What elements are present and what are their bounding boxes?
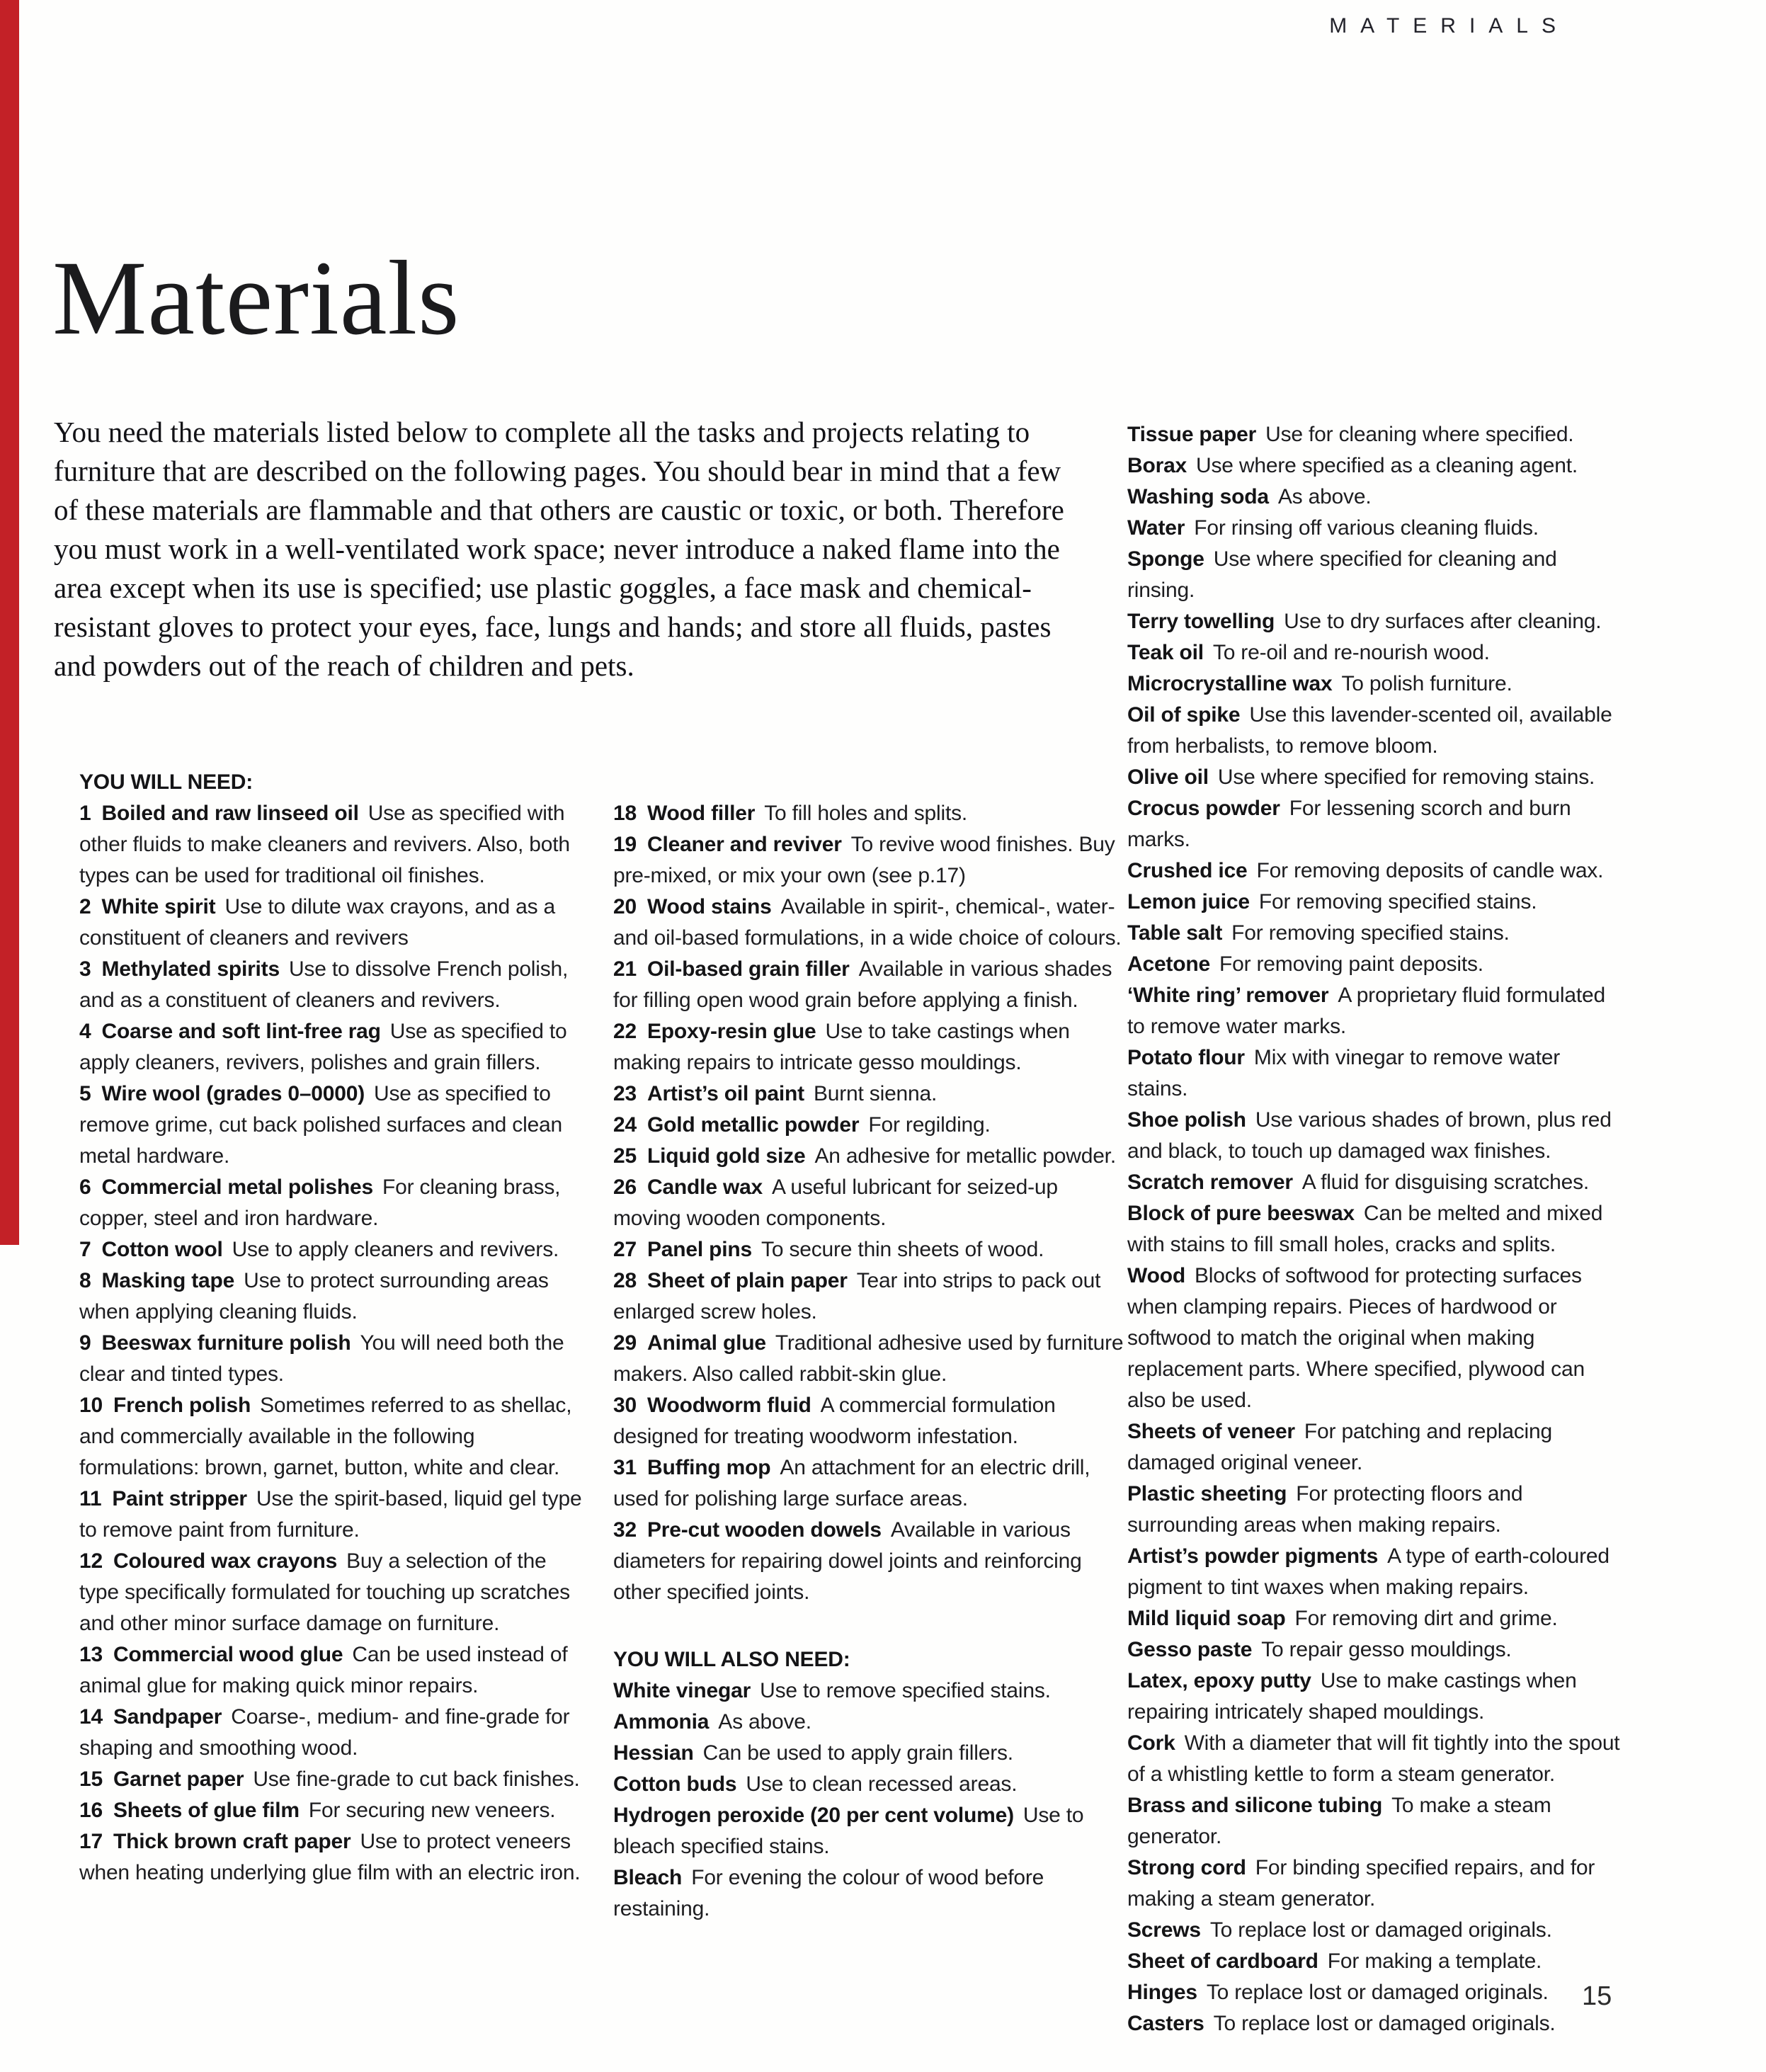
item-description: Available in spirit-, chemical-, water- and oil-based formulations, in a wide choice of colours. [613,895,1122,950]
item-term: Sandpaper [113,1705,222,1729]
item-number: 21 [613,957,637,981]
item-description: For securing new veneers. [308,1799,556,1822]
list-item [79,892,589,954]
item-number: 31 [613,1456,637,1479]
list-item [1127,1634,1623,1666]
item-description: Use this lavender-scented oil, available from herbalists, to remove bloom. [1127,703,1612,758]
page-title: Materials [52,239,460,357]
item-term: Microcrystalline wax [1127,672,1333,695]
item-description: Use to clean recessed areas. [746,1772,1018,1796]
item-number: 32 [613,1518,637,1542]
item-term: Washing soda [1127,485,1269,508]
item-description: An attachment for an electric drill, used for polishing large surface areas. [613,1456,1090,1510]
item-description: For removing specified stains. [1231,921,1510,945]
item-description: For evening the colour of wood before restaining. [613,1866,1044,1920]
list-item [613,1265,1127,1328]
item-description: Buy a selection of the type specifically formulated for touching up scratches and other minor surface damage on furniture. [79,1549,570,1635]
list-item [613,829,1127,892]
item-term: Boiled and raw linseed oil [101,802,359,825]
item-term: Artist’s oil paint [646,1082,804,1105]
item-description: Use as specified to apply cleaners, revivers, polishes and grain fillers. [79,1020,567,1074]
item-description: Can be used instead of animal glue for making quick minor repairs. [79,1643,568,1697]
item-description: Use fine-grade to cut back finishes. [253,1768,580,1791]
item-description: With a diameter that will fit tightly into the spout of a whistling kettle to form a steam generator. [1127,1731,1620,1786]
list-item [1127,513,1623,544]
column-you-will-need [79,767,589,1889]
list-item [79,1702,589,1764]
list-item [1127,980,1623,1042]
item-description: For lessening scorch and burn marks. [1127,797,1571,851]
list-item [1127,1042,1623,1105]
item-term: White vinegar [613,1679,751,1702]
item-term: Crocus powder [1127,797,1280,820]
item-description: To make a steam generator. [1127,1794,1551,1848]
item-description: Blocks of softwood for protecting surfaces when clamping repairs. Pieces of hardwood or softwood to match the original when making replacement parts. Where specified, plywood can also be used. [1127,1264,1585,1412]
item-description: Use various shades of brown, plus red and black, to touch up damaged wax finishes. [1127,1108,1612,1163]
item-description: For patching and replacing damaged original veneer. [1127,1420,1552,1474]
item-term: Olive oil [1127,765,1209,789]
item-term: Mild liquid soap [1127,1607,1286,1630]
item-term: Cork [1127,1731,1175,1755]
item-term: Gold metallic powder [646,1113,860,1137]
item-term: White spirit [101,895,216,918]
item-description: Mix with vinegar to remove water stains. [1127,1046,1561,1100]
item-description: As above. [718,1710,811,1734]
list-item [613,1016,1127,1078]
item-term: Terry towelling [1127,610,1275,633]
item-description: To replace lost or damaged originals. [1206,1981,1549,2004]
item-term: Artist’s powder pigments [1127,1544,1379,1568]
item-term: Coloured wax crayons [113,1549,338,1573]
item-number: 8 [79,1269,91,1292]
list-item [1127,762,1623,793]
item-description: A fluid for disguising scratches. [1301,1171,1590,1194]
item-term: Commercial metal polishes [101,1176,373,1199]
item-term: Crushed ice [1127,859,1248,882]
item-description: Use for cleaning where specified. [1265,423,1574,446]
item-term: Sponge [1127,547,1204,571]
item-term: Sheets of glue film [113,1799,300,1822]
item-description: A useful lubricant for seized-up moving wooden components. [613,1176,1058,1230]
item-number: 20 [613,895,637,918]
list-item [79,1078,589,1172]
list-item [1127,1603,1623,1634]
item-number: 3 [79,957,91,981]
item-term: Casters [1127,2012,1204,2035]
item-term: Masking tape [101,1269,235,1292]
list-item [613,1515,1127,1608]
item-term: Hydrogen peroxide (20 per cent volume) [613,1804,1014,1827]
list-item [613,798,1127,829]
list-item [1127,1167,1623,1198]
item-number: 25 [613,1144,637,1168]
item-number: 11 [79,1487,102,1510]
item-term: Garnet paper [113,1768,244,1791]
item-number: 10 [79,1394,103,1417]
item-term: French polish [113,1394,251,1417]
list-item [613,1078,1127,1110]
list-item [613,1390,1127,1452]
item-description: Available in various diameters for repairing dowel joints and reinforcing other specified joints. [613,1518,1082,1604]
item-description: Use as specified to remove grime, cut back polished surfaces and clean metal hardware. [79,1082,563,1168]
item-term: ‘White ring’ remover [1127,984,1329,1007]
item-description: Use to remove specified stains. [760,1679,1051,1702]
list-item [1127,949,1623,980]
item-description: As above. [1277,485,1372,508]
item-description: For binding specified repairs, and for making a steam generator. [1127,1856,1595,1911]
item-term: Pre-cut wooden dowels [646,1518,882,1542]
item-description: Use to protect veneers when heating underlying glue film with an electric iron. [79,1830,581,1884]
running-header: MATERIALS [1329,14,1569,38]
item-term: Table salt [1127,921,1223,945]
item-description: To replace lost or damaged originals. [1213,2012,1556,2035]
item-number: 16 [79,1799,103,1822]
list-item [613,1172,1127,1234]
item-term: Gesso paste [1127,1638,1253,1661]
list-item [79,1328,589,1390]
list-item [79,1639,589,1702]
item-term: Beeswax furniture polish [101,1331,351,1355]
item-term: Coarse and soft lint-free rag [101,1020,381,1043]
list-item [1127,1666,1623,1728]
item-number: 23 [613,1082,637,1105]
list-item [1127,918,1623,949]
item-term: Paint stripper [112,1487,247,1510]
item-number: 2 [79,895,91,918]
item-number: 1 [79,802,91,825]
item-number: 18 [613,802,637,825]
list-item [1127,700,1623,762]
list-item [613,1141,1127,1172]
item-description: Use the spirit-based, liquid gel type to remove paint from furniture. [79,1487,582,1542]
list-item [613,1769,1127,1800]
item-term: Acetone [1127,952,1210,976]
item-description: You will need both the clear and tinted types. [79,1331,564,1386]
item-description: To repair gesso mouldings. [1261,1638,1512,1661]
page-number: 15 [1582,1981,1612,2011]
item-description: For removing paint deposits. [1219,952,1483,976]
item-number: 22 [613,1020,637,1043]
item-number: 13 [79,1643,103,1666]
item-number: 6 [79,1176,91,1199]
item-term: Block of pure beeswax [1127,1202,1355,1225]
list-item [1127,1852,1623,1915]
item-description: For making a template. [1327,1949,1542,1973]
item-description: Use to dissolve French polish, and as a constituent of cleaners and revivers. [79,957,569,1012]
item-term: Hessian [613,1741,694,1765]
item-description: A commercial formulation designed for treating woodworm infestation. [613,1394,1056,1448]
item-number: 29 [613,1331,637,1355]
item-number: 26 [613,1176,637,1199]
list-item [79,1265,589,1328]
item-number: 27 [613,1238,637,1261]
item-description: Use to take castings when making repairs to intricate gesso mouldings. [613,1020,1070,1074]
item-description: Use to dry surfaces after cleaning. [1284,610,1602,633]
list-item [1127,855,1623,887]
list-item [1127,450,1623,482]
item-description: Use to make castings when repairing intricately shaped mouldings. [1127,1669,1577,1724]
item-term: Sheet of plain paper [646,1269,848,1292]
item-term: Wood [1127,1264,1185,1287]
list-item [1127,1915,1623,1946]
item-description: Use where specified as a cleaning agent. [1196,454,1578,477]
list-item [1127,793,1623,855]
list-item [79,1795,589,1826]
item-number: 5 [79,1082,91,1105]
list-item [1127,887,1623,918]
item-term: Potato flour [1127,1046,1245,1069]
item-number: 15 [79,1768,103,1791]
item-term: Screws [1127,1918,1201,1942]
you-will-also-need-items-continued [1127,419,1623,2039]
item-description: To revive wood finishes. Buy pre-mixed, or mix your own (see p.17) [613,833,1115,887]
item-description: For cleaning brass, copper, steel and iron hardware. [79,1176,561,1230]
list-item [1127,1541,1623,1603]
item-description: To re-oil and re-nourish wood. [1212,641,1490,664]
list-item [1127,1977,1623,2008]
item-description: Can be used to apply grain fillers. [702,1741,1013,1765]
item-term: Brass and silicone tubing [1127,1794,1383,1817]
item-number: 24 [613,1113,637,1137]
item-term: Tissue paper [1127,423,1257,446]
item-term: Sheet of cardboard [1127,1949,1318,1973]
item-term: Cotton buds [613,1772,737,1796]
item-term: Cotton wool [101,1238,223,1261]
you-will-need-items-1-17 [79,798,589,1889]
item-term: Wood stains [646,895,772,918]
item-term: Shoe polish [1127,1108,1246,1132]
list-item [613,1234,1127,1265]
item-term: Candle wax [646,1176,763,1199]
list-item [1127,544,1623,606]
item-description: Use as specified with other fluids to make cleaners and revivers. Also, both types can be used for traditional oil finishes. [79,802,570,887]
list-item [79,1172,589,1234]
item-description: For removing specified stains. [1258,890,1537,913]
item-number: 28 [613,1269,637,1292]
item-term: Liquid gold size [646,1144,806,1168]
item-description: To secure thin sheets of wood. [761,1238,1044,1261]
item-description: A type of earth-coloured pigment to tint waxes when making repairs. [1127,1544,1610,1599]
list-item [79,954,589,1016]
item-term: Lemon juice [1127,890,1250,913]
item-description: Tear into strips to pack out enlarged screw holes. [613,1269,1101,1324]
item-term: Scratch remover [1127,1171,1293,1194]
list-item [613,1738,1127,1769]
item-description: Use where specified for removing stains. [1217,765,1595,789]
item-description: For removing dirt and grime. [1294,1607,1558,1630]
item-description: Use where specified for cleaning and rinsing. [1127,547,1557,602]
list-item [1127,1790,1623,1852]
item-term: Ammonia [613,1710,710,1734]
item-term: Commercial wood glue [113,1643,343,1666]
item-term: Woodworm fluid [646,1394,811,1417]
list-item [79,798,589,892]
list-item [613,1862,1127,1925]
item-number: 9 [79,1331,91,1355]
item-term: Sheets of veneer [1127,1420,1295,1443]
list-item [1127,606,1623,637]
item-term: Wood filler [646,802,756,825]
item-number: 17 [79,1830,103,1853]
item-term: Thick brown craft paper [113,1830,351,1853]
item-description: For regilding. [868,1113,991,1137]
item-description: For rinsing off various cleaning fluids. [1194,516,1539,540]
list-item [1127,1728,1623,1790]
list-item [1127,419,1623,450]
item-description: Use to bleach specified stains. [613,1804,1084,1858]
item-term: Methylated spirits [101,957,280,981]
item-description: Use to protect surrounding areas when applying cleaning fluids. [79,1269,549,1324]
list-item [1127,2008,1623,2039]
list-item [79,1234,589,1265]
list-item [1127,482,1623,513]
item-term: Strong cord [1127,1856,1246,1879]
item-number: 30 [613,1394,637,1417]
list-item [613,892,1127,954]
list-item [613,1328,1127,1390]
item-term: Oil of spike [1127,703,1241,727]
list-item [613,954,1127,1016]
item-number: 7 [79,1238,91,1261]
list-item [79,1016,589,1078]
item-term: Oil-based grain filler [646,957,850,981]
item-description: Sometimes referred to as shellac, and commercially available in the following formulations: brown, garnet, button, white and clear. [79,1394,572,1479]
list-item [613,1800,1127,1862]
list-item [1127,1946,1623,1977]
list-item [1127,668,1623,700]
item-term: Cleaner and reviver [646,833,842,856]
list-item [1127,1260,1623,1416]
item-term: Latex, epoxy putty [1127,1669,1311,1692]
item-term: Epoxy-resin glue [646,1020,816,1043]
list-item [1127,1479,1623,1541]
left-accent-bar [0,0,19,1245]
list-item [1127,1198,1623,1260]
item-description: For removing deposits of candle wax. [1256,859,1604,882]
list-item [79,1546,589,1639]
item-term: Water [1127,516,1185,540]
you-will-also-need-items-start [613,1675,1127,1925]
item-term: Hinges [1127,1981,1197,2004]
column-items-continued [613,798,1127,1925]
list-item [613,1110,1127,1141]
column-also-need-continued [1127,419,1623,2039]
item-description: To replace lost or damaged originals. [1209,1918,1552,1942]
list-item [1127,1105,1623,1167]
item-description: An adhesive for metallic powder. [814,1144,1116,1168]
item-description: To polish furniture. [1341,672,1513,695]
item-term: Panel pins [646,1238,753,1261]
list-item [1127,637,1623,668]
item-description: Coarse-, medium- and fine-grade for shaping and smoothing wood. [79,1705,570,1760]
list-item [79,1390,589,1484]
item-description: Traditional adhesive used by furniture makers. Also called rabbit-skin glue. [613,1331,1124,1386]
list-item [613,1675,1127,1707]
you-will-need-items-18-32 [613,798,1127,1608]
item-number: 12 [79,1549,103,1573]
item-description: A proprietary fluid formulated to remove water marks. [1127,984,1605,1038]
item-number: 4 [79,1020,91,1043]
intro-paragraph: You need the materials listed below to complete all the tasks and projects relating to furniture that are described on the following pages. You should bear in mind that a few of these materials are flammable and that others are caustic or toxic, or both. Therefore you must work in a well-ventilated work space; never introduce a naked flame into the area except when its use is specified; use plastic goggles, a face mask and chemical-resistant gloves to protect your eyes, face, lungs and hands; and store all fluids, pastes and powders out of the reach of children and pets. [54,416,1064,682]
item-description: Available in various shades for filling open wood grain before applying a finish. [613,957,1112,1012]
item-number: 19 [613,833,637,856]
list-item [613,1452,1127,1515]
list-item [79,1484,589,1546]
item-term: Wire wool (grades 0–0000) [101,1082,365,1105]
item-term: Borax [1127,454,1187,477]
item-description: Use to apply cleaners and revivers. [232,1238,559,1261]
item-term: Plastic sheeting [1127,1482,1287,1505]
item-term: Buffing mop [646,1456,771,1479]
list-item [613,1707,1127,1738]
you-will-need-heading: YOU WILL NEED: [79,770,253,794]
list-item [79,1764,589,1795]
item-term: Animal glue [646,1331,766,1355]
you-will-also-need-heading: YOU WILL ALSO NEED: [613,1648,850,1671]
item-term: Teak oil [1127,641,1204,664]
item-description: Burnt sienna. [813,1082,938,1105]
item-number: 14 [79,1705,103,1729]
list-item [1127,1416,1623,1479]
list-item [79,1826,589,1889]
item-term: Bleach [613,1866,683,1889]
item-description: To fill holes and splits. [764,802,968,825]
item-description: Use to dilute wax crayons, and as a constituent of cleaners and revivers [79,895,556,950]
item-description: For protecting floors and surrounding areas when making repairs. [1127,1482,1523,1537]
item-description: Can be melted and mixed with stains to fill small holes, cracks and splits. [1127,1202,1603,1256]
